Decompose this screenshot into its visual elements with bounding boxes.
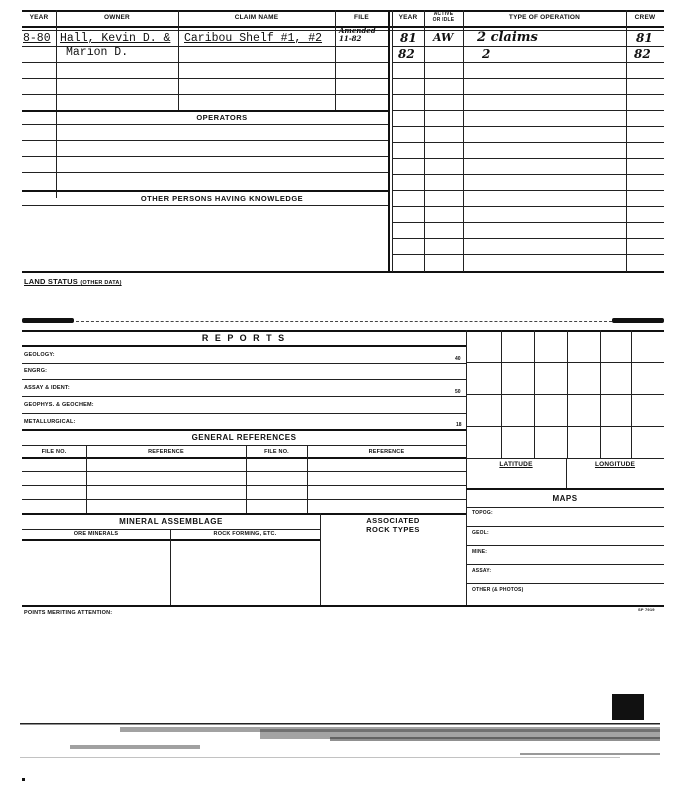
rule [22,605,664,607]
report-engrg: ENGRG: [24,368,48,374]
rule [22,271,664,273]
rule [466,564,664,565]
row-line [392,62,664,63]
ore-minerals-label: ORE MINERALS [73,531,119,537]
row-line [392,126,664,127]
map-other: OTHER (& PHOTOS) [472,587,524,593]
col-divider [56,10,57,198]
rule [22,457,466,459]
mineral-assemblage-title: MINERAL ASSEMBLAGE [119,517,223,526]
report-number-18: 18 [456,422,462,428]
row-line [22,156,388,157]
activity-operation-2: 2 [482,47,491,61]
col-divider [178,10,179,110]
row-line [392,254,664,255]
col-divider [170,529,171,605]
col-divider [246,445,247,513]
ref-file-no-2: FILE NO. [264,449,289,455]
ref-reference-1: REFERENCE [148,449,184,455]
rule [466,545,664,546]
bar-left [22,318,74,323]
bar-dashes [76,321,612,322]
entry-file-note [339,27,376,43]
report-metallurgical: METALLURGICAL: [24,419,76,425]
row-line [392,174,664,175]
entry-year: 8-80 [23,32,51,45]
row-line [22,78,388,79]
report-number-50: 50 [455,389,461,395]
entry-owner-line1: Hall, Kevin D. & [60,32,171,45]
row-line [392,110,664,111]
points-meriting-attention: POINTS MERITING ATTENTION: [24,610,113,616]
row-line [22,190,388,192]
rule [22,429,466,431]
activity-year-2: 82 [398,47,415,61]
rule [466,488,664,490]
header-type-of-operation: TYPE OF OPERATION [508,14,581,21]
general-references-title: GENERAL REFERENCES [191,433,297,442]
rule [22,445,466,446]
land-status-label: LAND STATUS [24,277,79,286]
col-divider [392,10,393,272]
row-line [392,94,664,95]
activity-crew-2: 82 [634,47,651,61]
row-line [392,142,664,143]
grid-line [466,426,664,427]
bar-right [612,318,664,323]
associated-rock-types-title [320,516,466,534]
land-status-title [24,277,122,286]
row-line [392,78,664,79]
rule [466,583,664,584]
header-file: FILE [354,14,369,21]
grid-line [466,394,664,395]
rule [466,526,664,527]
row-line [22,172,388,173]
report-geology: GEOLOGY: [24,352,55,358]
scan-speck [22,778,25,781]
col-divider [463,10,464,272]
header-or-idle: OR IDLE [432,17,455,23]
rule [22,485,466,486]
longitude-label: LONGITUDE [594,461,636,468]
activity-year-1: 81 [400,31,417,45]
reports-title: R E P O R T S [201,333,287,343]
entry-owner-line2: Marion D. [66,46,129,59]
row-line [392,158,664,159]
rule [22,396,466,397]
map-geol: GEOL: [472,530,489,536]
report-geophys: GEOPHYS. & GEOCHEM: [24,402,94,408]
header-claim-name: CLAIM NAME [234,14,279,21]
scan-noise [0,715,678,775]
grid-line [466,362,664,363]
row-line [22,62,388,63]
associated-rock-types-line1: ASSOCIATED [366,516,420,525]
rule [22,379,466,380]
row-line [22,140,388,141]
col-divider [86,445,87,513]
header-year: YEAR [29,14,49,21]
rule [22,363,466,364]
row-line [22,205,388,206]
row-line [392,238,664,239]
latitude-label: LATITUDE [499,461,533,468]
row-line [22,124,388,125]
activity-crew-1: 81 [636,31,653,45]
row-line [392,222,664,223]
row-line [392,46,664,47]
col-divider [424,10,425,272]
grid-line [466,458,664,459]
map-topog: TOPOG: [472,510,493,516]
maps-title: MAPS [552,494,578,503]
map-mine: MINE: [472,549,488,555]
header-owner: OWNER [104,14,130,21]
rule [22,513,466,515]
rule [22,345,466,347]
other-persons-title: OTHER PERSONS HAVING KNOWLEDGE [140,194,304,203]
ref-file-no-1: FILE NO. [41,449,67,455]
report-number-40: 40 [455,356,461,362]
row-line [22,110,388,112]
rule [22,529,320,530]
ref-reference-2: REFERENCE [368,449,405,455]
entry-file-line2: 11-82 [339,34,362,43]
rule [22,413,466,414]
rule [22,10,664,12]
associated-rock-types-line2: ROCK TYPES [366,525,420,534]
rule [22,499,466,500]
rule [22,471,466,472]
col-divider [388,10,390,272]
header-active: ACTIVE [433,11,454,17]
rule [466,507,664,508]
header-active-or-idle [424,11,463,23]
row-line [392,206,664,207]
activity-operation-1: 2 claims [477,30,538,45]
report-assay: ASSAY & IDENT: [24,385,70,391]
entry-claim: Caribou Shelf #1, #2 [184,32,323,45]
header-year-2: YEAR [398,14,418,21]
header-crew: CREW [634,14,656,21]
rule [22,539,320,541]
land-status-sub: (OTHER DATA) [80,280,122,286]
row-line [392,190,664,191]
col-divider [307,445,308,513]
entry-file-line1: Amended [339,26,376,35]
operators-title: OPERATORS [196,113,248,122]
col-divider [626,10,627,272]
row-line [22,94,388,95]
col-divider [335,10,336,110]
activity-status-1: AW [433,31,454,44]
rock-forming-label: ROCK FORMING, ETC. [213,531,277,537]
form-number: SP 7919 [638,607,655,612]
map-assay: ASSAY: [472,568,492,574]
